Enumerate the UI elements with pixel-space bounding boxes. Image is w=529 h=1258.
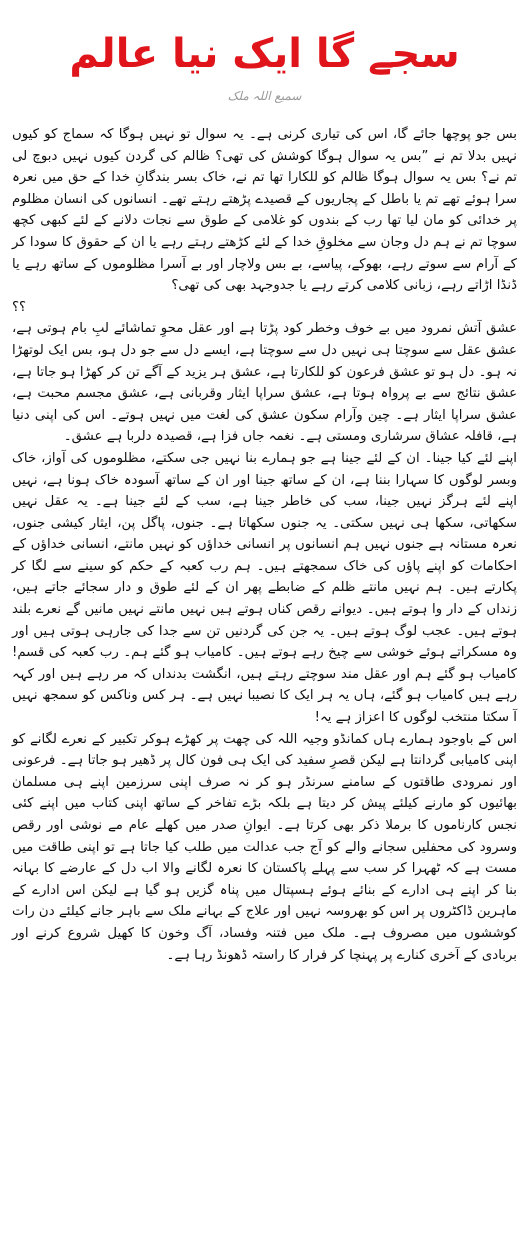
paragraph-3: اپنے لئے کیا جینا۔ ان کے لئے جینا ہے جو ہمارے بنا نہیں جی سکتے، مظلوموں کی آواز، خاک وبسر لوگوں کا سہارا بننا ہے، ان کے ساتھ جینا اور ان کے ساتھ آسودہ خاک ہونا ہے، نہیں اپنے لئے ہرگز نہیں جینا، سب کی خاطر جینا ہے، سب کے لئے جینا ہے۔ یہ عقل نہیں سکھاتی، سکھا ہی نہیں سکتی۔ یہ جنوں سکھاتا ہے۔ جنوں، پاگل پن، ایثار کیشی جنوں، نعرہ مستانہ ہے جنوں نہیں ہم انسانوں پر انسانی خداؤں کو نہیں مانتے، انسانی خداؤں کے احکامات کو اپنے پاؤں کی خاک سمجھتے ہیں۔ ہم رب کعبہ کے حکم کو سینے سے لگا کر پکارتے ہیں۔ ہم نہیں مانتے ظلم کے ضابطے پھر ان کے لئے طوق و دار سجائے جاتے ہیں، زنداں کے دار وا ہوتے ہیں۔ دیوانے رقص کناں ہوتے ہیں نہیں مانتے نہیں مانیں گے نعرے بلند ہوتے ہیں۔ عجب لوگ ہوتے ہیں۔ یہ جن کی گردنیں تن سے جدا کی جارہی ہوتی ہیں اور وہ مسکراتے ہوئے خوشی سے چیخ رہے ہوتے ہیں۔ کامیاب ہو گئے ہم۔ رب کعبہ کی قسم! کامیاب ہو گئے ہم اور عقل مند سوچتے رہتے ہیں، انگشت بدنداں کہ مر رہے ہیں اور کہہ رہے ہیں کامیاب ہو گئے، ہاں یہ ہر ایک کا نصیبا نہیں ہے۔ ہر کس وناکس کو سمجھ نہیں آ سکتا منتخب لوگوں کا اعزاز ہے یہ! bbox=[12, 450, 517, 726]
paragraph-2: عشق آتش نمرود میں بے خوف وخطر کود پڑتا ہے اور عقل محوِ تماشائے لبِ بام ہوتی ہے، عشق عقل سے سوچتا ہی نہیں دل سے سوچتا ہے، ایسے دل سے جو دل ہو، بس ایک لوتھڑا نہ ہو۔ دل ہو تو عشق فرعون کو للکارتا ہے، عشق ہر یزید کے آگے تن کر کھڑا ہو جاتا ہے، عشق نتائج سے بے پرواہ ہوتا ہے، عشق سراپا ایثار وقربانی ہے، عشق مجسم محبت ہے، عشق سراپا ایثار ہے۔ چین وآرام سکون عشق کی لغت میں نہیں ہوتے۔ اس کی اپنی دنیا ہے، قافلہ عشاق سرشاری ومستی ہے۔ نغمہ جاں فزا ہے، قصیدہ دلربا ہے عشق۔ bbox=[12, 321, 517, 445]
author-byline: سمیع اللہ ملک bbox=[227, 89, 302, 103]
paragraph-4: اس کے باوجود ہمارے ہاں کمانڈو وجیہ اللہ کی چھت پر کھڑے ہوکر تکبیر کے نعرے لگانے کو اپنی کامیابی گردانتا ہے لیکن قصرِ سفید کی ایک ہی فون کال پر ڈھیر ہو جاتا ہے۔ فرعونی اور نمرودی طاقتوں کے سامنے سرنڈر ہو کر نہ صرف اپنی سرزمین اپنے ہی مسلمان بھائیوں کو مارنے کیلئے پیش کر دیتا ہے بلکہ بڑے تفاخر کے ساتھ اپنی کتاب میں اپنے کئی نجس کارناموں کا برملا ذکر بھی کرتا ہے۔ ایوانِ صدر میں کھلے عام مے نوشی اور رقص وسرود کی محفلیں سجانے والے کو آج جب عدالت میں طلب کیا جاتا ہے تو اپنی طاقت میں مست ہے کہ ٹھہرا کر سب سے پہلے پاکستان کا نعرہ لگانے والا اب دل کے عارضے کا بہانہ بنا کر اپنے ہی ادارے کے بنائے ہوئے ہسپتال میں پناہ گزیں ہو گیا ہے لیکن اس ادارے کے ماہرین ڈاکٹروں پر اس کو بھروسہ نہیں اور علاج کے بہانے ملک سے باہر جانے کیلئے دن رات کوششوں میں مصروف ہے۔ ملک میں فتنہ وفساد، آگ وخون کا کھیل شروع کرنے اور بربادی کے آخری کنارے پر پہنچا کر فرار کا راستہ ڈھونڈ رہا ہے۔ bbox=[12, 731, 517, 963]
question-marks: ؟؟ bbox=[12, 299, 27, 315]
paragraph-1: بس جو پوچھا جائے گا، اس کی تیاری کرنی ہے۔ یہ سوال تو نہیں ہوگا کہ سماج کو کیوں نہیں بدلا تم نے ”بس یہ سوال ہوگا کوشش کی تھی؟ ظالم کی گردن کیوں نہیں دبوچ لی تم نے؟ بس یہ سوال ہوگا ظالم کو للکارا تھا تم نے، خاک بسر بندگانِ خدا کے حق میں نعرہ سرا ہوئے تھے تم یا باطل کے پجاریوں کے قصیدے پڑھتے رہتے تھے۔ انسانوں کی انسان مظلوم پر خدائی کو مان لیا تھا رب کے بندوں کو غلامی کے طوق سے نجات دلانے کے لئے کبھی کچھ سوچا تم نے ہم دل وجان سے مخلوقِ خدا کے لئے کڑھتے رہتے رہے یا ان کے حقوق کا سودا کر کے آرام سے سوتے رہے، بھوکے، پیاسے، بے بس ولاچار اور بے آسرا مظلوموں کے ساتھ رہے یا ڈنڈا اڑاتے رہے، زبانی کلامی کرتے رہے یا جدوجہد بھی کی تھی؟ bbox=[12, 127, 517, 294]
article-title: سجے گا ایک نیا عالم bbox=[69, 31, 460, 77]
article-body bbox=[12, 124, 517, 966]
